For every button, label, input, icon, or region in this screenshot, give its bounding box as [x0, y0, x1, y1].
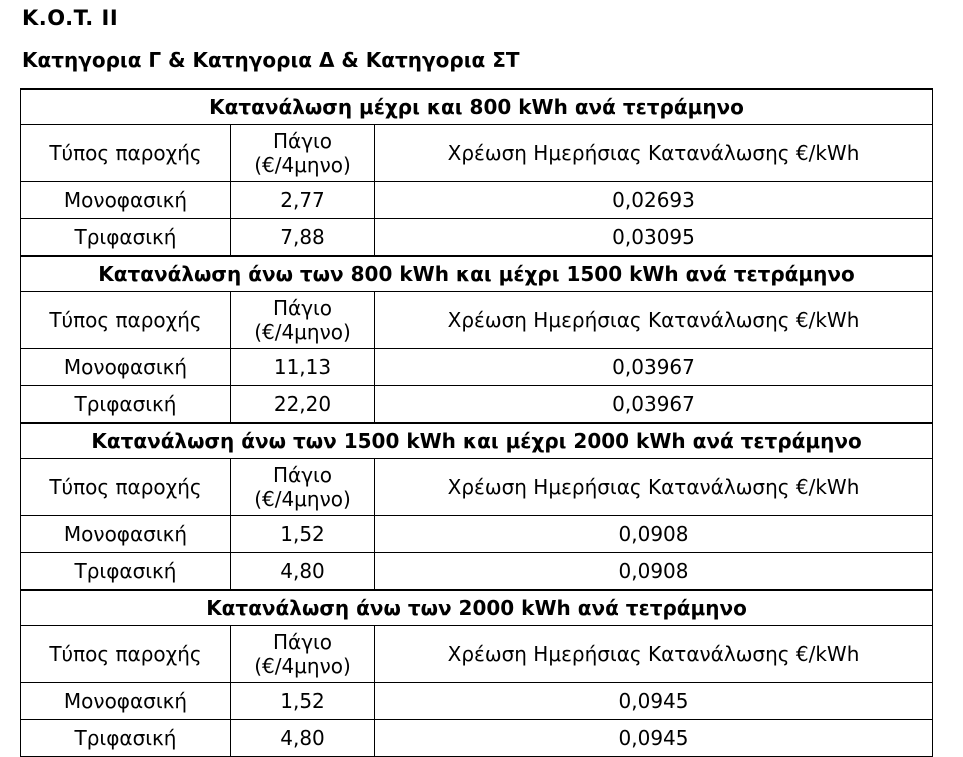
supply-type-cell: Μονοφασική	[21, 683, 231, 720]
charge-cell: 0,03967	[375, 349, 933, 386]
tariff-table-body	[21, 89, 933, 757]
table-row	[21, 553, 933, 591]
supply-type-cell: Τριφασική	[21, 553, 231, 591]
table-row	[21, 349, 933, 386]
table-row	[21, 683, 933, 720]
header-fixed-fee-line1: Πάγιο	[272, 129, 333, 153]
header-fixed-fee	[231, 626, 375, 683]
table-row	[21, 219, 933, 257]
table-row	[21, 182, 933, 219]
table-row	[21, 720, 933, 757]
header-charge: Χρέωση Ημερήσιας Κατανάλωσης €/kWh	[375, 125, 933, 182]
header-fixed-fee-line2: (€/4μηνο)	[254, 320, 351, 344]
header-row	[21, 459, 933, 516]
header-supply-type: Τύπος παροχής	[21, 125, 231, 182]
charge-cell: 0,0908	[375, 553, 933, 591]
section-row	[21, 423, 933, 459]
section-title: Κατανάλωση άνω των 2000 kWh ανά τετράμηνο	[21, 590, 933, 626]
supply-type-cell: Τριφασική	[21, 386, 231, 424]
fixed-fee-cell: 4,80	[231, 720, 375, 757]
header-fixed-fee	[231, 459, 375, 516]
table-row	[21, 386, 933, 424]
charge-cell: 0,0908	[375, 516, 933, 553]
supply-type-cell: Τριφασική	[21, 720, 231, 757]
section-title: Κατανάλωση άνω των 1500 kWh και μέχρι 2000 kWh ανά τετράμηνο	[21, 423, 933, 459]
header-fixed-fee-line1: Πάγιο	[272, 463, 333, 487]
section-row	[21, 89, 933, 125]
fixed-fee-cell: 4,80	[231, 553, 375, 591]
header-fixed-fee-line1: Πάγιο	[272, 630, 333, 654]
header-fixed-fee	[231, 125, 375, 182]
document-title: K.O.T. II	[22, 6, 119, 30]
header-row	[21, 626, 933, 683]
supply-type-cell: Μονοφασική	[21, 182, 231, 219]
header-supply-type: Τύπος παροχής	[21, 626, 231, 683]
charge-cell: 0,03967	[375, 386, 933, 424]
fixed-fee-cell: 2,77	[231, 182, 375, 219]
section-title: Κατανάλωση άνω των 800 kWh και μέχρι 1500 kWh ανά τετράμηνο	[21, 256, 933, 292]
header-charge: Χρέωση Ημερήσιας Κατανάλωσης €/kWh	[375, 292, 933, 349]
document-subtitle: Κατηγορια Γ & Κατηγορια Δ & Κατηγορια ΣΤ	[22, 48, 520, 72]
header-fixed-fee-line1: Πάγιο	[272, 296, 333, 320]
charge-cell: 0,0945	[375, 683, 933, 720]
charge-cell: 0,0945	[375, 720, 933, 757]
header-fixed-fee-line2: (€/4μηνο)	[254, 487, 351, 511]
supply-type-cell: Μονοφασική	[21, 516, 231, 553]
supply-type-cell: Μονοφασική	[21, 349, 231, 386]
charge-cell: 0,02693	[375, 182, 933, 219]
fixed-fee-cell: 7,88	[231, 219, 375, 257]
fixed-fee-cell: 1,52	[231, 683, 375, 720]
fixed-fee-cell: 22,20	[231, 386, 375, 424]
header-fixed-fee-line2: (€/4μηνο)	[254, 654, 351, 678]
section-row	[21, 256, 933, 292]
header-supply-type: Τύπος παροχής	[21, 459, 231, 516]
header-fixed-fee-line2: (€/4μηνο)	[254, 153, 351, 177]
section-row	[21, 590, 933, 626]
charge-cell: 0,03095	[375, 219, 933, 257]
header-charge: Χρέωση Ημερήσιας Κατανάλωσης €/kWh	[375, 626, 933, 683]
header-row	[21, 125, 933, 182]
header-charge: Χρέωση Ημερήσιας Κατανάλωσης €/kWh	[375, 459, 933, 516]
header-supply-type: Τύπος παροχής	[21, 292, 231, 349]
section-title: Κατανάλωση μέχρι και 800 kWh ανά τετράμηνο	[21, 89, 933, 125]
tariff-table	[20, 88, 933, 757]
header-fixed-fee	[231, 292, 375, 349]
table-row	[21, 516, 933, 553]
fixed-fee-cell: 11,13	[231, 349, 375, 386]
fixed-fee-cell: 1,52	[231, 516, 375, 553]
supply-type-cell: Τριφασική	[21, 219, 231, 257]
header-row	[21, 292, 933, 349]
